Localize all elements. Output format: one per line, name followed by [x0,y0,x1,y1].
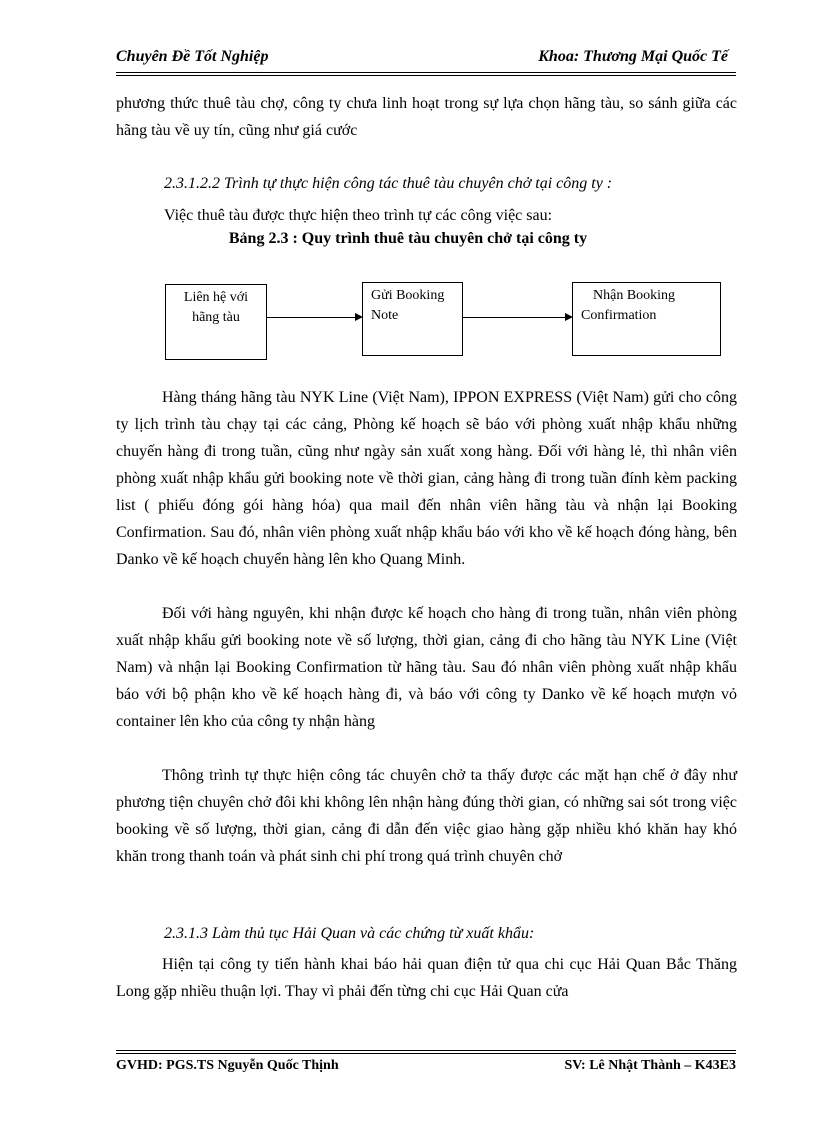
intro-paragraph: phương thức thuê tàu chợ, công ty chưa linh hoạt trong sự lựa chọn hãng tàu, so sánh giữa các hãng tàu về uy tín, cũng như giá cước [116,95,737,139]
flow-arrow-2 [463,317,571,318]
paragraph-1: Hàng tháng hãng tàu NYK Line (Việt Nam), IPPON EXPRESS (Việt Nam) gửi cho công ty lịch trình tàu chạy tại các cảng, Phòng kế hoạch sẽ báo với phòng xuất nhập khẩu những chuyến hàng đi trong tuần, cũng như ngày sản xuất xong hàng. Đối với hàng lẻ, thì nhân viên phòng xuất nhập khẩu gửi booking note về thời gian, cảng hàng đi trong tuần đính kèm packing list ( phiếu đóng gói hàng hóa) qua mail đến nhân viên hãng tàu và nhận lại Booking Confirmation. Sau đó, nhân viên phòng xuất nhập khẩu báo với kho về kế hoạch đóng hàng, bên Danko về kế hoạch chuyển hàng lên kho Quang Minh. [116,389,737,568]
flow-box-send-booking-note [362,282,463,356]
section-lead: Việc thuê tàu được thực hiện theo trình tự các công việc sau: [164,207,553,224]
flow-box-contact-shipper [165,284,267,360]
header-rule-double [116,75,736,76]
footer-rule [116,1050,736,1051]
footer-left: GVHD: PGS.TS Nguyễn Quốc Thịnh [116,1058,339,1073]
flow-box-receive-confirmation [572,282,721,356]
header-left: Chuyên Đề Tốt Nghiệp [116,48,269,65]
flow-arrow-1 [267,317,361,318]
flow-box-1-line-1: Liên hệ với [183,290,249,305]
page-header [116,48,736,70]
footer-rule-double [116,1053,736,1054]
footer-right: SV: Lê Nhật Thành – K43E3 [564,1058,736,1073]
table-caption: Bảng 2.3 : Quy trình thuê tàu chuyên chở tại công ty [228,230,588,247]
flow-box-2-line-1: Gửi Booking [371,288,445,303]
flow-box-3-line-1: Nhận Booking [593,288,676,303]
header-right: Khoa: Thương Mại Quốc Tế [538,48,728,65]
paragraph-2: Đối với hàng nguyên, khi nhận được kế hoạch cho hàng đi trong tuần, nhân viên phòng xuất nhập khẩu gửi booking note về số lượng, thời gian, cảng đi cho hãng tàu NYK Line (Việt Nam) và nhận lại Booking Confirmation từ hãng tàu. Sau đó nhân viên phòng xuất nhập khẩu báo với bộ phận kho về kế hoạch hàng đi, và báo với công ty Danko về kế hoạch mượn vỏ container lên kho của công ty nhận hàng [116,605,737,730]
section-heading-2-3-1-2-2: 2.3.1.2.2 Trình tự thực hiện công tác thuê tàu chuyên chở tại công ty : [164,175,613,192]
flow-box-2-line-2: Note [371,308,399,323]
header-rule [116,72,736,73]
section-heading-2-3-1-3: 2.3.1.3 Làm thủ tục Hải Quan và các chứng từ xuất khẩu: [164,925,535,942]
flow-box-3-line-2: Confirmation [581,308,657,323]
paragraph-4: Hiện tại công ty tiến hành khai báo hải quan điện tử qua chi cục Hải Quan Bắc Thăng Long gặp nhiều thuận lợi. Thay vì phải đến từng chi cục Hải Quan cửa [116,956,737,1000]
paragraph-3: Thông trình tự thực hiện công tác chuyên chở ta thấy được các mặt hạn chế ở đây như phương tiện chuyên chở đôi khi không lên nhận hàng đúng thời gian, có những sai sót trong việc booking về số lượng, thời gian, cảng đi dẫn đến việc giao hàng gặp nhiều khó khăn hay khó khăn trong thanh toán và phát sinh chi phí trong quá trình chuyên chở [116,767,737,865]
flow-box-1-line-2: hãng tàu [192,310,240,325]
